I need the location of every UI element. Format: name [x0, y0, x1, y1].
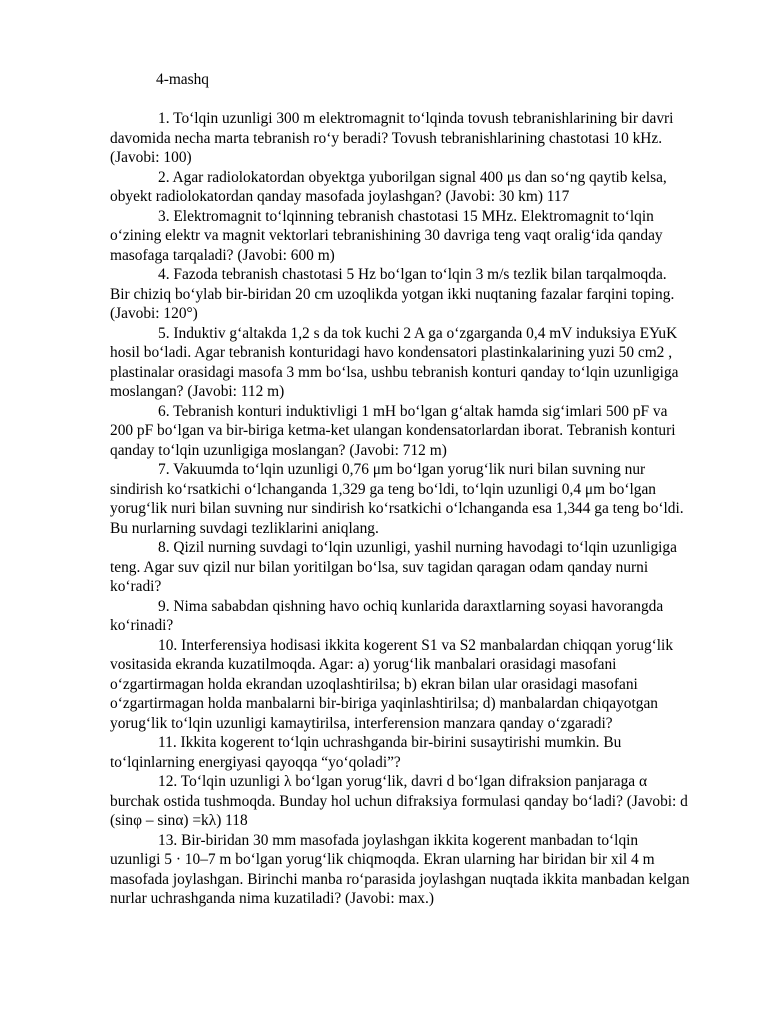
- problem-4: 4. Fazoda tebranish chastotasi 5 Hz bo‘lgan to‘lqin 3 m/s tezlik bilan tarqalmoqda. Bir chiziq bo‘ylab bir-biridan 20 cm uzoqlikda yotgan ikki nuqtaning fazalar farqini toping. (Javobi: 120°): [110, 266, 675, 322]
- exercise-title: 4-mashq: [156, 71, 210, 88]
- problem-9: 9. Nima sababdan qishning havo ochiq kunlarida daraxtlarning soyasi havorangda ko‘rinadi?: [110, 597, 664, 634]
- problem-11: 11. Ikkita kogerent to‘lqin uchrashganda bir-birini susaytirishi mumkin. Bu to‘lqinlarning energiyasi qayoqqa “yo‘qoladi”?: [110, 734, 622, 771]
- problem-3: 3. Elektromagnit to‘lqinning tebranish chastotasi 15 MHz. Elektromagnit to‘lqin o‘zining elektr va magnit vektorlari tebranishining 30 davriga teng vaqt oralig‘ida qanday masofaga tarqaladi? (Javobi: 600 m): [110, 207, 663, 264]
- problem-13: 13. Bir-biridan 30 mm masofada joylashgan ikkita kogerent manbadan to‘lqin uzunligi 5 · 10–7 m bo‘lgan yorug‘lik chiqmoqda. Ekran ularning har biridan bir xil 4 m masofada joylashgan. Birinchi manba ro‘parasida joylashgan nuqtada ikkita manbadan kelgan nurlar uchrashganda nima kuzatiladi? (Javobi: max.): [110, 831, 690, 907]
- problem-6: 6. Tebranish konturi induktivligi 1 mH bo‘lgan g‘altak hamda sig‘imlari 500 pF va 200 pF bo‘lgan va bir-biriga ketma-ket ulangan kondensatorlardan iborat. Tebranish konturi qanday to‘lqin uzunligiga moslangan? (Javobi: 712 m): [110, 402, 676, 459]
- problem-1: 1. To‘lqin uzunligi 300 m elektromagnit to‘lqinda tovush tebranishlarining bir davri davomida necha marta tebranish ro‘y beradi? Tovush tebranishlarining chastotasi 10 kHz. (Javobi: 100): [110, 110, 674, 166]
- document-page: [110, 70, 690, 909]
- problem-12: 12. To‘lqin uzunligi λ bo‘lgan yorug‘lik, davri d bo‘lgan difraksion panjaraga α burchak ostida tushmoqda. Bunday hol uchun difraksiya formulasi qanday bo‘ladi? (Javobi: d (sinφ – sinα) =kλ) 118: [110, 773, 688, 829]
- problem-2: 2. Agar radiolokatordan obyektga yuborilgan signal 400 μs dan so‘ng qaytib kelsa, obyekt radiolokatordan qanday masofada joylashgan? (Javobi: 30 km) 117: [110, 168, 667, 205]
- problem-8: 8. Qizil nurning suvdagi to‘lqin uzunligi, yashil nurning havodagi to‘lqin uzunligiga teng. Agar suv qizil nur bilan yoritilgan bo‘lsa, suv tagidan qaragan odam qanday nurni ko‘radi?: [110, 539, 677, 595]
- problem-10: 10. Interferensiya hodisasi ikkita kogerent S1 va S2 manbalardan chiqqan yorug‘lik vositasida ekranda kuzatilmoqda. Agar: a) yorug‘lik manbalari orasidagi masofani o‘zgartirmagan holda ekrandan uzoqlashtirilsa; b) ekran bilan ular orasidagi masofani o‘zgartirmagan holda manbalarni bir-biriga yaqinlashtirilsa; d) manbalardan chiqayotgan yorug‘lik to‘lqin uzunligi kamaytirilsa, interferension manzara qanday o‘zgaradi?: [110, 636, 674, 732]
- problem-7: 7. Vakuumda to‘lqin uzunligi 0,76 μm bo‘lgan yorug‘lik nuri bilan suvning nur sindirish ko‘rsatkichi o‘lchanganda 1,329 ga teng bo‘ldi, to‘lqin uzunligi 0,4 μm bo‘lgan yorug‘lik nuri bilan suvning nur sindirish ko‘rsatkichi o‘lchanganda esa 1,344 ga teng bo‘ldi. Bu nurlarning suvdagi tezliklarini aniqlang.: [110, 461, 684, 537]
- problem-5: 5. Induktiv g‘altakda 1,2 s da tok kuchi 2 A ga o‘zgarganda 0,4 mV induksiya EYuK hosil bo‘ladi. Agar tebranish konturidagi havo kondensatori plastinkalarining yuzi 50 cm2 , plastinalar orasidagi masofa 3 mm bo‘lsa, ushbu tebranish konturi qanday to‘lqin uzunligiga moslangan? (Javobi: 112 m): [110, 324, 679, 400]
